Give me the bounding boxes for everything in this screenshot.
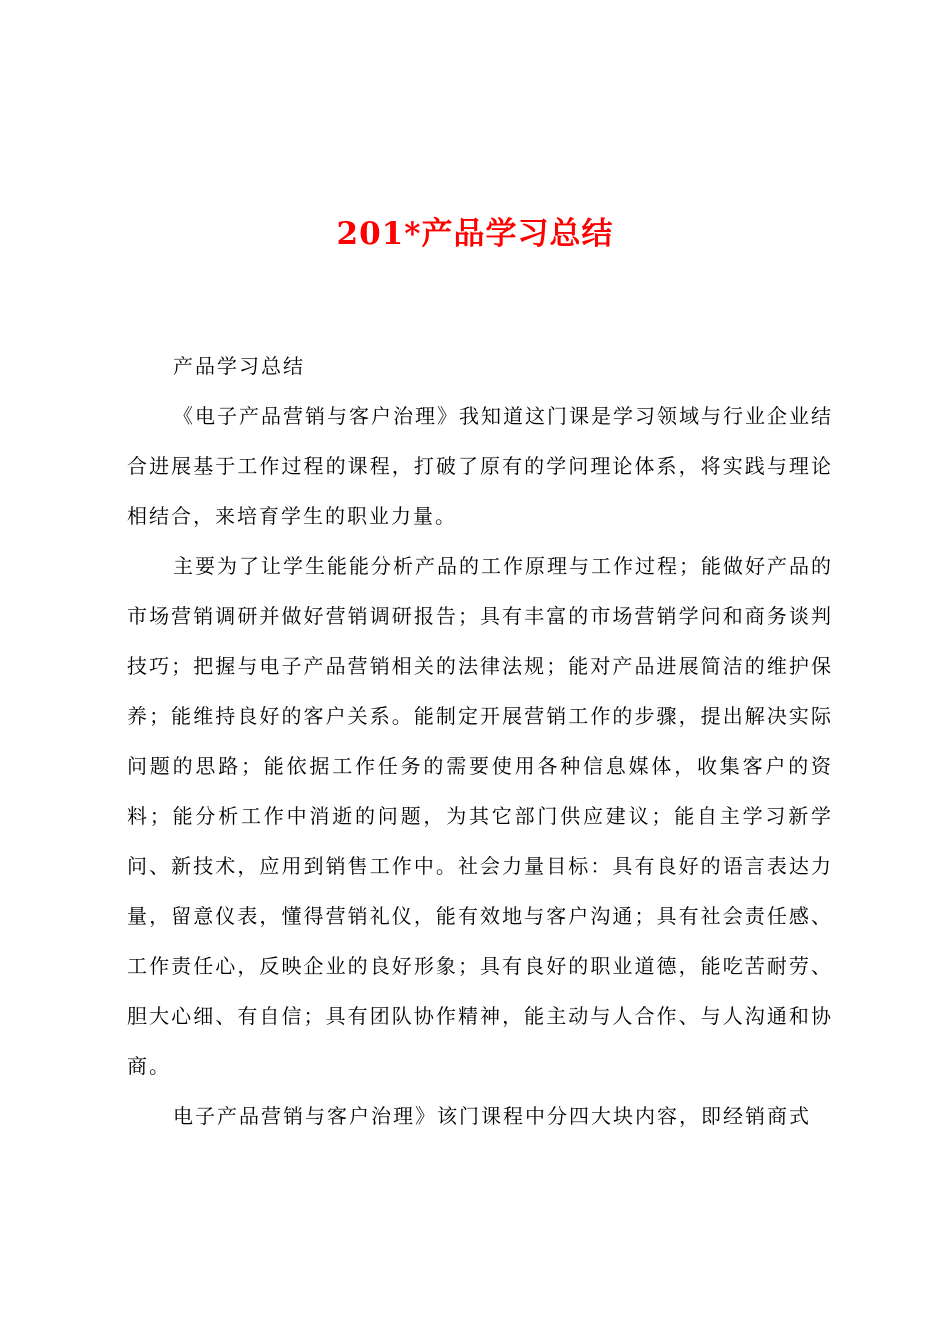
paragraph-course-content: 电子产品营销与客户治理》该门课程中分四大块内容，即经销商式 <box>173 1104 811 1128</box>
document-body <box>127 341 833 1141</box>
section-heading: 产品学习总结 <box>173 354 305 378</box>
paragraph-intro: 《电子产品营销与客户治理》我知道这门课是学习领域与行业企业结合进展基于工作过程的课程，打破了原有的学问理论体系，将实践与理论相结合，来培育学生的职业力量。 <box>127 404 833 528</box>
document-title: 201*产品学习总结 <box>336 216 614 252</box>
paragraph-goals: 主要为了让学生能能分析产品的工作原理与工作过程；能做好产品的市场营销调研并做好营销调研报告；具有丰富的市场营销学问和商务谈判技巧；把握与电子产品营销相关的法律法规；能对产品进展简洁的维护保养；能维持良好的客户关系。能制定开展营销工作的步骤，提出解决实际问题的思路；能依据工作任务的需要使用各种信息媒体，收集客户的资料；能分析工作中消逝的问题，为其它部门供应建议；能自主学习新学问、新技术，应用到销售工作中。社会力量目标：具有良好的语言表达力量，留意仪表，懂得营销礼仪，能有效地与客户沟通；具有社会责任感、工作责任心，反映企业的良好形象；具有良好的职业道德，能吃苦耐劳、胆大心细、有自信；具有团队协作精神，能主动与人合作、与人沟通和协商。 <box>127 554 833 1078</box>
